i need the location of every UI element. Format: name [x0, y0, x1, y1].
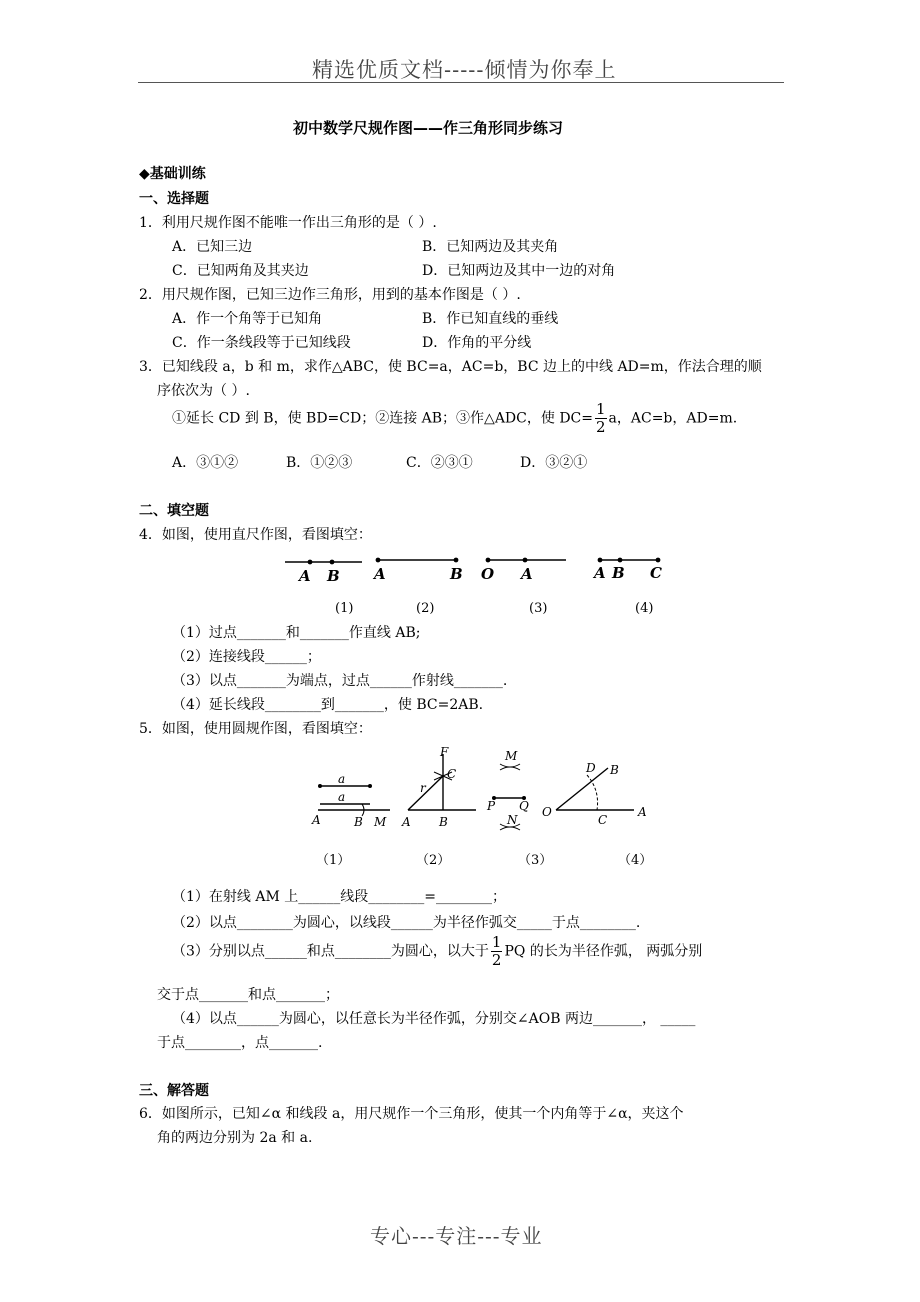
- q5-fig3-arc-bottom2: [500, 827, 520, 830]
- q4-fig2-label-b: B: [450, 565, 463, 583]
- q5-fig3-label-N: N: [507, 813, 518, 827]
- q4-figure: [280, 548, 680, 618]
- q5-line3-pre: （3）分别以点______和点________为圆心，以大于: [172, 943, 489, 960]
- q5-fig4-ray-ob: [556, 768, 608, 810]
- q3-fraction: [595, 402, 607, 435]
- q5-fraction: [491, 935, 503, 968]
- q5-fig1-label-A: A: [312, 813, 321, 827]
- q4-fig4-label-c: C: [650, 564, 662, 582]
- q5-stem: 5．如图，使用圆规作图，看图填空：: [139, 721, 372, 737]
- page-header: 精选优质文档-----倾情为你奉上: [312, 58, 617, 82]
- q5-fig2-label-r: r: [420, 781, 426, 795]
- section-heading-choice: 一、选择题: [139, 191, 209, 207]
- q5-fig3-label-M: M: [505, 749, 518, 763]
- q5-fig1-label-a-top: a: [338, 772, 346, 786]
- q4-caption-2: (2): [416, 601, 435, 616]
- q5-line2: （2）以点________为圆心，以线段______为半径作弧交_____于点________.: [172, 915, 641, 931]
- q5-fig1-label-M: M: [374, 815, 387, 829]
- q4-fig3-label-a: A: [521, 565, 533, 583]
- q5-caption-4: （4）: [618, 853, 653, 868]
- q2-stem: 2．用尺规作图，已知三边作三角形，用到的基本作图是（ ）.: [139, 287, 521, 303]
- q4-fig2-point-b: [454, 558, 459, 563]
- q4-fig1-label-a: A: [299, 567, 311, 585]
- q5-fig4-label-O: O: [542, 805, 552, 819]
- q3-option-b: B．①②③: [286, 455, 353, 471]
- q4-caption-1: (1): [335, 601, 354, 616]
- q3-frac-num: 1: [595, 400, 606, 418]
- q5-caption-1: （1）: [316, 853, 351, 868]
- q5-figure: [300, 742, 660, 872]
- q5-fig2-label-F: F: [440, 745, 449, 759]
- q2-option-c: C．作一条线段等于已知线段: [172, 335, 351, 351]
- q1-option-a: A．已知三边: [172, 239, 253, 255]
- q5-fig2-label-A: A: [402, 815, 411, 829]
- q1-option-b: B．已知两边及其夹角: [422, 239, 559, 255]
- q5-fig3-label-P: P: [487, 799, 496, 813]
- q5-fig4-label-A: A: [638, 805, 647, 819]
- q1-option-d: D．已知两边及其中一边的对角: [422, 263, 616, 279]
- q4-fig3-point-o: [486, 558, 491, 563]
- q3-option-d: D．③②①: [520, 455, 588, 471]
- q4-fig4-point-a: [598, 558, 603, 563]
- q6-line1: 6．如图所示，已知∠α 和线段 a，用尺规作一个三角形，使其一个内角等于∠α，夹这个: [139, 1106, 684, 1122]
- q5-line4: （4）以点______为圆心，以任意长为半径作弧，分别交∠AOB 两边_______， _____: [172, 1011, 696, 1027]
- q3-steps-post: a，AC=b，AD=m.: [608, 410, 738, 427]
- q5-fig4-label-D: D: [586, 761, 596, 775]
- q4-fig1-point-a: [308, 560, 313, 565]
- header-divider: [138, 82, 784, 83]
- q4-fig2-point-a: [376, 558, 381, 563]
- q5-line3: [172, 935, 702, 968]
- q5-fig4-label-B: B: [610, 763, 619, 777]
- q5-line3b: 交于点_______和点_______；: [157, 987, 339, 1003]
- q5-fig1-dot1: [318, 784, 322, 788]
- q5-fig1-dot2: [368, 784, 372, 788]
- q6-line2: 角的两边分别为 2a 和 a.: [157, 1130, 313, 1146]
- q3-steps-pre: ①延长 CD 到 B，使 BD=CD；②连接 AB；③作△ADC，使 DC=: [172, 410, 593, 427]
- q2-option-d: D．作角的平分线: [422, 335, 532, 351]
- q5-fig1-label-B: B: [354, 815, 363, 829]
- q5-frac-num: 1: [491, 933, 502, 951]
- basic-training-label: ◆基础训练: [139, 166, 206, 182]
- q4-fig4-point-b: [618, 558, 623, 563]
- q5-fig3-arc-top2: [500, 767, 520, 770]
- q5-fig4-label-C: C: [598, 813, 608, 827]
- q3-stem-line1: 3．已知线段 a，b 和 m，求作△ABC，使 BC=a，AC=b，BC 边上的中线 AD=m，作法合理的顺: [139, 359, 762, 375]
- q1-stem: 1．利用尺规作图不能唯一作出三角形的是（ ）.: [139, 215, 437, 231]
- q5-line1: （1）在射线 AM 上______线段________=________；: [172, 889, 506, 905]
- q4-line2: （2）连接线段______；: [172, 649, 321, 665]
- q3-frac-den: 2: [595, 418, 606, 436]
- q2-option-a: A．作一个角等于已知角: [172, 311, 323, 327]
- q4-line4: （4）延长线段________到_______，使 BC=2AB.: [172, 697, 484, 713]
- q4-fig4-label-b: B: [612, 564, 625, 582]
- q4-fig4-label-a: A: [594, 564, 606, 582]
- q4-caption-4: (4): [635, 601, 654, 616]
- section-heading-answer: 三、解答题: [139, 1083, 209, 1099]
- q5-fig3-label-Q: Q: [519, 799, 529, 813]
- q2-option-b: B．作已知直线的垂线: [422, 311, 559, 327]
- q5-fig2-label-C: C: [447, 767, 457, 781]
- q4-stem: 4．如图，使用直尺作图，看图填空：: [139, 527, 372, 543]
- q4-fig3-point-a: [523, 558, 528, 563]
- q4-caption-3: (3): [529, 601, 548, 616]
- q5-line3-post: PQ 的长为半径作弧， 两弧分别: [504, 943, 703, 960]
- q4-fig1-label-b: B: [327, 567, 340, 585]
- q5-caption-2: （2）: [416, 853, 451, 868]
- q4-fig3-label-o: O: [481, 565, 495, 583]
- q5-line4b: 于点________，点_______.: [157, 1035, 323, 1051]
- q5-caption-3: （3）: [518, 853, 553, 868]
- section-heading-fill: 二、填空题: [139, 503, 209, 519]
- q3-option-a: A．③①②: [172, 455, 239, 471]
- q4-fig4-point-c: [656, 558, 661, 563]
- q4-fig1-point-b: [330, 560, 335, 565]
- q5-fig2-label-B: B: [439, 815, 448, 829]
- q5-fig1-label-a-mid: a: [338, 790, 346, 804]
- q1-option-c: C．已知两角及其夹边: [172, 263, 309, 279]
- q4-line3: （3）以点_______为端点，过点______作射线_______.: [172, 673, 508, 689]
- document-title: 初中数学尺规作图——作三角形同步练习: [293, 119, 564, 137]
- q3-option-c: C．②③①: [406, 455, 473, 471]
- q4-fig2-label-a: A: [374, 565, 386, 583]
- q3-stem-line2: 序依次为（ ）.: [157, 383, 250, 399]
- q3-steps: [172, 402, 737, 435]
- q4-line1: （1）过点_______和_______作直线 AB;: [172, 625, 421, 641]
- q5-frac-den: 2: [491, 951, 502, 969]
- page-footer: 专心---专注---专业: [370, 1224, 543, 1248]
